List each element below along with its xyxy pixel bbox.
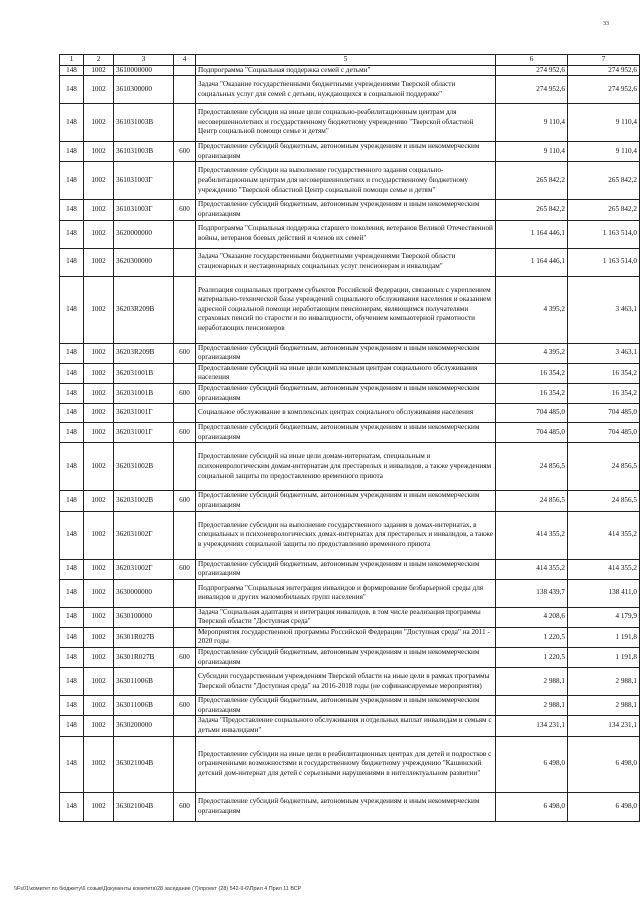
cell-amount-1: 274 952,6: [496, 76, 568, 104]
cell-amount-1: 4 395,2: [496, 343, 568, 363]
cell-amount-1: 265 842,2: [496, 162, 568, 200]
cell-section-code: 1002: [84, 648, 114, 668]
cell-target-article: 363021004В: [114, 792, 174, 821]
cell-amount-2: 16 354,2: [568, 383, 640, 403]
cell-target-article: 362031001Г: [114, 423, 174, 443]
cell-target-article: 3610300000: [114, 76, 174, 104]
cell-amount-2: 265 842,2: [568, 200, 640, 220]
cell-amount-2: 138 411,0: [568, 579, 640, 607]
table-header: [60, 55, 640, 66]
cell-section-code: 1002: [84, 200, 114, 220]
cell-amount-1: 1 164 446,1: [496, 248, 568, 276]
cell-admin-code: 148: [60, 248, 84, 276]
cell-expense-type: [174, 220, 196, 248]
cell-admin-code: 148: [60, 491, 84, 511]
cell-expense-type: 600: [174, 648, 196, 668]
cell-admin-code: 148: [60, 559, 84, 579]
cell-amount-1: 265 842,2: [496, 200, 568, 220]
cell-expense-type: 600: [174, 383, 196, 403]
table-row: [60, 627, 640, 647]
cell-section-code: 1002: [84, 491, 114, 511]
cell-amount-2: 1 191,8: [568, 627, 640, 647]
table-row: [60, 276, 640, 343]
table-row: [60, 76, 640, 104]
cell-expense-type: [174, 65, 196, 76]
cell-amount-2: 414 355,2: [568, 559, 640, 579]
cell-admin-code: 148: [60, 627, 84, 647]
cell-section-code: 1002: [84, 511, 114, 559]
cell-section-code: 1002: [84, 559, 114, 579]
cell-target-article: 3630100000: [114, 607, 174, 627]
cell-expense-type: [174, 443, 196, 491]
cell-target-article: 36301R027В: [114, 648, 174, 668]
table-row: [60, 383, 640, 403]
cell-description: Предоставление субсидий бюджетным, автономным учреждениям и иным некоммерческим организациям: [196, 423, 496, 443]
cell-amount-2: 6 498,0: [568, 792, 640, 821]
cell-amount-2: 16 354,2: [568, 363, 640, 383]
cell-section-code: 1002: [84, 162, 114, 200]
cell-admin-code: 148: [60, 736, 84, 792]
cell-section-code: 1002: [84, 363, 114, 383]
table-row: [60, 491, 640, 511]
cell-admin-code: 148: [60, 65, 84, 76]
cell-amount-1: 134 231,1: [496, 716, 568, 736]
cell-description: Подпрограмма "Социальная поддержка старшего поколения, ветеранов Великой Отечественной войны, ветеранов боевых действий и членов их семей": [196, 220, 496, 248]
cell-target-article: 3620000000: [114, 220, 174, 248]
cell-amount-2: 134 231,1: [568, 716, 640, 736]
cell-section-code: 1002: [84, 696, 114, 716]
cell-description: Социальное обслуживание в комплексных центрах социального обслуживания населения: [196, 404, 496, 423]
cell-amount-2: 3 463,1: [568, 343, 640, 363]
cell-description: Субсидии государственным учреждениям Тверской области на иные цели в рамках программы Тверской области "Доступная среда" на 2016-2018 годы (не софинансируемые мероприятия): [196, 668, 496, 696]
cell-amount-1: 24 856,5: [496, 491, 568, 511]
cell-description: Мероприятия государственной программы Российской Федерации "Доступная среда" на 2011 - 2020 годы: [196, 627, 496, 647]
cell-section-code: 1002: [84, 792, 114, 821]
cell-expense-type: [174, 627, 196, 647]
cell-expense-type: [174, 607, 196, 627]
table-row: [60, 736, 640, 792]
header-col-1: 1: [60, 55, 84, 66]
cell-amount-2: 414 355,2: [568, 511, 640, 559]
cell-expense-type: [174, 668, 196, 696]
cell-amount-2: 274 952,6: [568, 65, 640, 76]
table-row: [60, 162, 640, 200]
cell-target-article: 361031003Г: [114, 200, 174, 220]
cell-amount-1: 24 856,5: [496, 443, 568, 491]
cell-target-article: 36301R027В: [114, 627, 174, 647]
cell-description: Предоставление субсидий бюджетным, автономным учреждениям и иным некоммерческим организациям: [196, 491, 496, 511]
cell-target-article: 36203R209В: [114, 276, 174, 343]
cell-amount-2: 6 498,0: [568, 736, 640, 792]
cell-admin-code: 148: [60, 792, 84, 821]
table-row: [60, 200, 640, 220]
table-row: [60, 343, 640, 363]
cell-description: Предоставление субсидии на выполнение государственного задания социально-реабилитационным центрам для несовершеннолетних и государственному бюджетному учреждению "Тверской областной Центр социальной помощи семье и детям": [196, 162, 496, 200]
cell-admin-code: 148: [60, 220, 84, 248]
cell-target-article: 362031001В: [114, 383, 174, 403]
cell-section-code: 1002: [84, 607, 114, 627]
header-col-6: 6: [496, 55, 568, 66]
cell-amount-2: 704 485,0: [568, 423, 640, 443]
table-row: [60, 104, 640, 142]
cell-target-article: 362031002Г: [114, 559, 174, 579]
cell-description: Подпрограмма "Социальная интеграция инвалидов и формирование безбарьерной среды для инвалидов и других маломобильных групп населения": [196, 579, 496, 607]
cell-section-code: 1002: [84, 736, 114, 792]
cell-admin-code: 148: [60, 579, 84, 607]
cell-description: Задача "Предоставление социального обслуживания и отдельных выплат инвалидам и семьям с детьми инвалидами": [196, 716, 496, 736]
cell-amount-2: 1 191,8: [568, 648, 640, 668]
cell-description: Подпрограмма "Социальная поддержка семей с детьми": [196, 65, 496, 76]
cell-amount-1: 16 354,2: [496, 383, 568, 403]
cell-target-article: 362031002В: [114, 491, 174, 511]
cell-amount-1: 704 485,0: [496, 423, 568, 443]
cell-expense-type: 600: [174, 792, 196, 821]
table-row: [60, 559, 640, 579]
cell-target-article: 362031001Г: [114, 404, 174, 423]
header-col-7: 7: [568, 55, 640, 66]
table-row: [60, 443, 640, 491]
cell-target-article: 3630000000: [114, 579, 174, 607]
cell-amount-1: 9 110,4: [496, 142, 568, 162]
cell-section-code: 1002: [84, 627, 114, 647]
cell-amount-2: 1 163 514,0: [568, 248, 640, 276]
cell-expense-type: [174, 276, 196, 343]
cell-expense-type: [174, 104, 196, 142]
cell-amount-1: 2 988,1: [496, 668, 568, 696]
cell-amount-2: 24 856,5: [568, 443, 640, 491]
cell-admin-code: 148: [60, 276, 84, 343]
cell-amount-2: 265 842,2: [568, 162, 640, 200]
cell-amount-1: 274 952,6: [496, 65, 568, 76]
cell-amount-2: 3 463,1: [568, 276, 640, 343]
cell-description: Предоставление субсидии на иные цели в реабилитационных центрах для детей и подростков с ограниченными возможностями и государственному бюджетному учреждению "Кашинский детский дом-интернат для детей с серьезными нарушениями в интеллектуальном развитии": [196, 736, 496, 792]
cell-amount-1: 414 355,2: [496, 559, 568, 579]
cell-admin-code: 148: [60, 648, 84, 668]
table-row: [60, 607, 640, 627]
cell-admin-code: 148: [60, 104, 84, 142]
cell-target-article: 3630200000: [114, 716, 174, 736]
cell-admin-code: 148: [60, 716, 84, 736]
cell-section-code: 1002: [84, 716, 114, 736]
header-col-4: 4: [174, 55, 196, 66]
cell-expense-type: 600: [174, 343, 196, 363]
cell-target-article: 362031002В: [114, 443, 174, 491]
cell-admin-code: 148: [60, 423, 84, 443]
cell-description: Задача "Оказание государственными бюджетными учреждениями Тверской области социальных услуг для семей с детьми, нуждающихся в социальной поддержке": [196, 76, 496, 104]
cell-expense-type: 600: [174, 200, 196, 220]
cell-section-code: 1002: [84, 76, 114, 104]
cell-expense-type: [174, 162, 196, 200]
cell-expense-type: [174, 511, 196, 559]
cell-section-code: 1002: [84, 579, 114, 607]
cell-section-code: 1002: [84, 65, 114, 76]
cell-amount-2: 4 179,9: [568, 607, 640, 627]
table-row: [60, 579, 640, 607]
cell-description: Предоставление субсидий бюджетным, автономным учреждениям и иным некоммерческим организациям: [196, 648, 496, 668]
table-row: [60, 792, 640, 821]
cell-admin-code: 148: [60, 696, 84, 716]
cell-amount-1: 2 988,1: [496, 696, 568, 716]
cell-description: Предоставление субсидий бюджетным, автономным учреждениям и иным некоммерческим организациям: [196, 343, 496, 363]
cell-description: Предоставление субсидий бюджетным, автономным учреждениям и иным некоммерческим организациям: [196, 383, 496, 403]
cell-section-code: 1002: [84, 668, 114, 696]
cell-target-article: 362031002Г: [114, 511, 174, 559]
table-row: [60, 696, 640, 716]
cell-description: Задача "Оказание государственными бюджетными учреждениями Тверской области стационарных и нестационарных социальных услуг пенсионерам и инвалидам": [196, 248, 496, 276]
cell-admin-code: 148: [60, 383, 84, 403]
cell-target-article: 363021004В: [114, 736, 174, 792]
cell-target-article: 3620300000: [114, 248, 174, 276]
cell-section-code: 1002: [84, 404, 114, 423]
cell-description: Предоставление субсидии на выполнение государственного задания в домах-интернатах, в специальных и психоневрологических домах-интернатах для престарелых и инвалидов, а также в учреждениях социальной защиты по предоставлению временного приюта: [196, 511, 496, 559]
table-row: [60, 648, 640, 668]
cell-target-article: 3610000000: [114, 65, 174, 76]
cell-amount-1: 1 220,5: [496, 627, 568, 647]
cell-amount-2: 2 988,1: [568, 668, 640, 696]
cell-target-article: 362031001В: [114, 363, 174, 383]
cell-section-code: 1002: [84, 423, 114, 443]
cell-section-code: 1002: [84, 276, 114, 343]
cell-amount-1: 6 498,0: [496, 736, 568, 792]
cell-description: Предоставление субсидий на иные цели домам-интернатам, специальным и психоневрологическим домам-интернатам для престарелых и инвалидов, а также учреждениям социальной защиты по предоставлению временного приюта: [196, 443, 496, 491]
cell-description: Предоставление субсидий бюджетным, автономным учреждениям и иным некоммерческим организациям: [196, 142, 496, 162]
cell-amount-2: 1 163 514,0: [568, 220, 640, 248]
cell-expense-type: [174, 736, 196, 792]
cell-expense-type: [174, 363, 196, 383]
page-number: 33: [603, 21, 609, 27]
cell-amount-1: 16 354,2: [496, 363, 568, 383]
cell-expense-type: 600: [174, 423, 196, 443]
cell-admin-code: 148: [60, 668, 84, 696]
cell-description: Задача "Социальная адаптация и интеграция инвалидов, в том числе реализация программы Тверской области "Доступная среда": [196, 607, 496, 627]
cell-amount-1: 6 498,0: [496, 792, 568, 821]
cell-section-code: 1002: [84, 383, 114, 403]
cell-amount-1: 4 208,6: [496, 607, 568, 627]
cell-amount-2: 9 110,4: [568, 104, 640, 142]
table-row: [60, 220, 640, 248]
cell-admin-code: 148: [60, 142, 84, 162]
cell-description: Предоставление субсидий на иные цели комплексным центрам социального обслуживания населения: [196, 363, 496, 383]
cell-amount-1: 704 485,0: [496, 404, 568, 423]
cell-section-code: 1002: [84, 220, 114, 248]
footer-file-path: \\Fs01\комитет по бюджету\6 созыв\Документы комитета\28 заседание (7)\проект (28) 542-II-6\Прил 4 Прил 11 ВСР: [14, 886, 302, 892]
cell-amount-2: 704 485,0: [568, 404, 640, 423]
cell-expense-type: 600: [174, 696, 196, 716]
cell-amount-1: 9 110,4: [496, 104, 568, 142]
cell-amount-1: 4 395,2: [496, 276, 568, 343]
cell-expense-type: 600: [174, 491, 196, 511]
cell-amount-2: 2 988,1: [568, 696, 640, 716]
cell-description: Предоставление субсидий бюджетным, автономным учреждениям и иным некоммерческим организациям: [196, 696, 496, 716]
cell-admin-code: 148: [60, 607, 84, 627]
budget-table: [59, 54, 640, 822]
cell-target-article: 361031003В: [114, 142, 174, 162]
cell-expense-type: 600: [174, 559, 196, 579]
cell-admin-code: 148: [60, 443, 84, 491]
cell-expense-type: [174, 716, 196, 736]
cell-expense-type: 600: [174, 142, 196, 162]
cell-admin-code: 148: [60, 343, 84, 363]
cell-target-article: 36203R209В: [114, 343, 174, 363]
table-row: [60, 668, 640, 696]
table-row: [60, 363, 640, 383]
cell-amount-2: 9 110,4: [568, 142, 640, 162]
cell-section-code: 1002: [84, 343, 114, 363]
cell-description: Реализация социальных программ субъектов Российской Федерации, связанных с укреплением материально-технической базы учреждений социального обслуживания населения и оказанием адресной социальной помощи неработающим пенсионерам, являющимся получателями страховых пенсий по старости и по инвалидности, обучением компьютерной грамотности неработающих пенсионеров: [196, 276, 496, 343]
cell-admin-code: 148: [60, 511, 84, 559]
cell-target-article: 361031003Г: [114, 162, 174, 200]
cell-section-code: 1002: [84, 248, 114, 276]
cell-admin-code: 148: [60, 162, 84, 200]
cell-expense-type: [174, 76, 196, 104]
table-row: [60, 248, 640, 276]
table-row: [60, 142, 640, 162]
cell-section-code: 1002: [84, 104, 114, 142]
table-row: [60, 511, 640, 559]
table-body: [60, 65, 640, 821]
cell-amount-2: 274 952,6: [568, 76, 640, 104]
table-row: [60, 404, 640, 423]
table-row: [60, 423, 640, 443]
cell-amount-1: 138 439,7: [496, 579, 568, 607]
cell-expense-type: [174, 404, 196, 423]
cell-target-article: 363011006В: [114, 696, 174, 716]
cell-amount-1: 1 164 446,1: [496, 220, 568, 248]
table-row: [60, 65, 640, 76]
cell-amount-2: 24 856,5: [568, 491, 640, 511]
cell-section-code: 1002: [84, 443, 114, 491]
cell-description: Предоставление субсидии на иные цели социально-реабилитационным центрам для несовершеннолетних и государственному бюджетному учреждению "Тверской областной Центр социальной помощи семье и детям": [196, 104, 496, 142]
cell-amount-1: 1 220,5: [496, 648, 568, 668]
cell-admin-code: 148: [60, 363, 84, 383]
cell-expense-type: [174, 248, 196, 276]
cell-section-code: 1002: [84, 142, 114, 162]
cell-admin-code: 148: [60, 404, 84, 423]
cell-expense-type: [174, 579, 196, 607]
cell-admin-code: 148: [60, 200, 84, 220]
table-row: [60, 716, 640, 736]
header-col-5: 5: [196, 55, 496, 66]
header-col-3: 3: [114, 55, 174, 66]
cell-description: Предоставление субсидий бюджетным, автономным учреждениям и иным некоммерческим организациям: [196, 792, 496, 821]
cell-description: Предоставление субсидий бюджетным, автономным учреждениям и иным некоммерческим организациям: [196, 559, 496, 579]
cell-amount-1: 414 355,2: [496, 511, 568, 559]
header-col-2: 2: [84, 55, 114, 66]
cell-admin-code: 148: [60, 76, 84, 104]
cell-target-article: 363011006В: [114, 668, 174, 696]
cell-target-article: 361031003В: [114, 104, 174, 142]
cell-description: Предоставление субсидий бюджетным, автономным учреждениям и иным некоммерческим организациям: [196, 200, 496, 220]
